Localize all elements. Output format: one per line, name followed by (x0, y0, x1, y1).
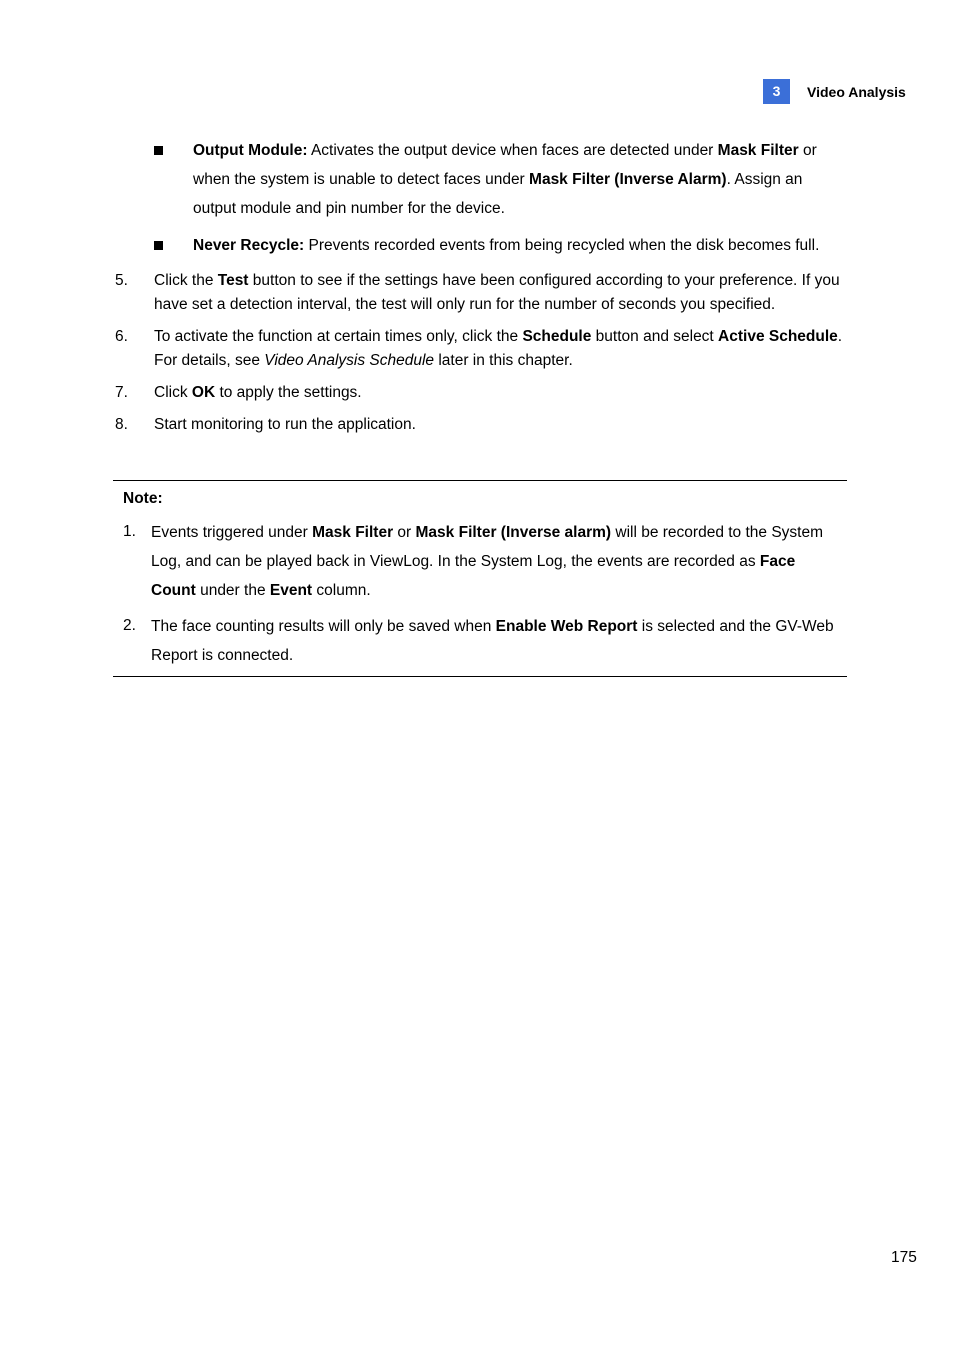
note-title: Note: (123, 490, 163, 507)
step-text: Click the Test button to see if the settings have been configured according to your preference. If you have set a detection interval, the test will only run for the number of seconds you specified. (154, 272, 840, 313)
note-bottom-rule (113, 676, 847, 677)
note-item-number: 2. (123, 617, 136, 634)
step-text: Click OK to apply the settings. (154, 384, 362, 401)
page-number: 175 (891, 1249, 917, 1266)
square-bullet-icon (154, 146, 163, 155)
chapter-number-badge: 3 (763, 79, 790, 104)
step-number: 7. (115, 384, 128, 401)
note-item-number: 1. (123, 523, 136, 540)
step-number: 6. (115, 328, 128, 345)
chapter-title: Video Analysis (807, 84, 906, 100)
square-bullet-icon (154, 241, 163, 250)
bullet-output-module: Output Module: Activates the output device when faces are detected under Mask Filter or when the system is unable to detect faces under Mask Filter (Inverse Alarm). Assign an output module and pin number for the device. (193, 142, 817, 217)
bullet-never-recycle: Never Recycle: Prevents recorded events from being recycled when the disk becomes full. (193, 237, 820, 254)
note-item-text: The face counting results will only be saved when Enable Web Report is selected and the GV-Web Report is connected. (151, 618, 834, 664)
note-item-text: Events triggered under Mask Filter or Mask Filter (Inverse alarm) will be recorded to the System Log, and can be played back in ViewLog. In the System Log, the events are recorded as Face Count under the Event column. (151, 524, 824, 599)
note-top-rule (113, 480, 847, 481)
step-text: To activate the function at certain times only, click the Schedule button and select Active Schedule. For details, see Video Analysis Schedule later in this chapter. (154, 328, 843, 369)
step-number: 5. (115, 272, 128, 289)
step-number: 8. (115, 416, 128, 433)
step-text: Start monitoring to run the application. (154, 416, 416, 433)
